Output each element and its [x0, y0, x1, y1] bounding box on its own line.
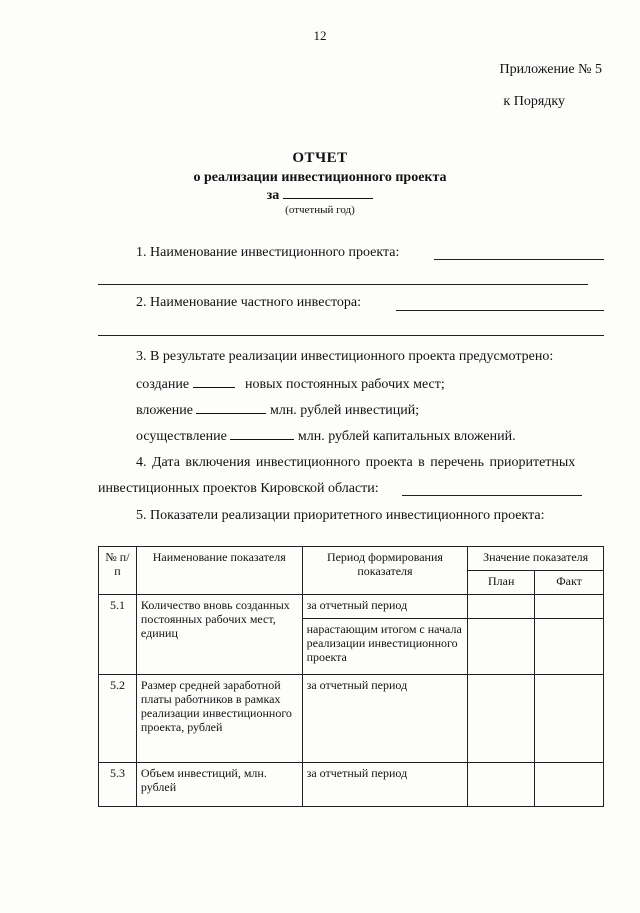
table-row — [99, 595, 604, 619]
fact-cell[interactable] — [535, 675, 604, 763]
header-plan: План — [468, 571, 535, 595]
investment-blank[interactable] — [196, 402, 266, 414]
row-num: 5.2 — [99, 675, 137, 763]
item-3-label: 3. В результате реализации инвестиционного проекта предусмотрено: — [136, 349, 554, 364]
item-3b — [136, 402, 419, 419]
item-4-line1: 4. Дата включения инвестиционного проекта в перечень приоритетных — [136, 455, 576, 470]
item-3a — [136, 376, 445, 393]
fact-cell[interactable] — [535, 595, 604, 619]
row-name: Размер средней заработной платы работников в рамках реализации инвестиционного проекта, рублей — [136, 675, 302, 763]
item-2-blank[interactable] — [396, 310, 604, 311]
row-period: за отчетный период — [302, 595, 468, 619]
item-4-blank[interactable] — [402, 495, 582, 496]
item-3b-post: млн. рублей инвестиций; — [269, 403, 420, 418]
plan-cell[interactable] — [468, 763, 535, 807]
item-3c-post: млн. рублей капитальных вложений. — [297, 429, 516, 444]
report-period — [0, 187, 640, 204]
appendix-reference: к Порядку — [503, 94, 565, 109]
report-subtitle: о реализации инвестиционного проекта — [193, 170, 447, 185]
header-period: Период формирования показателя — [302, 547, 468, 595]
item-3b-pre: вложение — [136, 403, 193, 418]
row-name: Количество вновь созданных постоянных рабочих мест, единиц — [136, 595, 302, 675]
period-blank[interactable] — [283, 187, 373, 199]
page-number: 12 — [313, 28, 327, 43]
report-title: ОТЧЕТ — [292, 150, 348, 166]
item-2-blank-line2[interactable] — [98, 335, 604, 336]
item-3a-post: новых постоянных рабочих мест; — [245, 377, 445, 392]
item-3a-pre: создание — [136, 377, 190, 392]
plan-cell[interactable] — [468, 595, 535, 619]
header-num: № п/п — [99, 547, 137, 595]
table-row — [99, 675, 604, 763]
fact-cell[interactable] — [535, 763, 604, 807]
row-name: Объем инвестиций, млн. рублей — [136, 763, 302, 807]
table-row — [99, 763, 604, 807]
item-3c — [136, 428, 516, 445]
header-value: Значение показателя — [468, 547, 604, 571]
item-2-label: 2. Наименование частного инвестора: — [136, 295, 362, 310]
plan-cell[interactable] — [468, 619, 535, 675]
item-1-blank[interactable] — [434, 259, 604, 260]
appendix-number: Приложение № 5 — [499, 62, 602, 77]
row-period: за отчетный период — [302, 763, 468, 807]
item-4-line2: инвестиционных проектов Кировской области: — [98, 481, 379, 496]
capital-blank[interactable] — [230, 428, 294, 440]
fact-cell[interactable] — [535, 619, 604, 675]
item-5-label: 5. Показатели реализации приоритетного инвестиционного проекта: — [136, 508, 545, 523]
item-3c-pre: осуществление — [136, 429, 227, 444]
item-1-label: 1. Наименование инвестиционного проекта: — [136, 245, 400, 260]
row-num: 5.3 — [99, 763, 137, 807]
period-prefix: за — [266, 188, 280, 203]
period-caption: (отчетный год) — [285, 204, 355, 216]
item-1-blank-line2[interactable] — [98, 284, 588, 285]
row-period: за отчетный период — [302, 675, 468, 763]
header-fact: Факт — [535, 571, 604, 595]
row-num: 5.1 — [99, 595, 137, 675]
header-name: Наименование показателя — [136, 547, 302, 595]
jobs-blank[interactable] — [193, 376, 235, 388]
indicators-table — [98, 546, 604, 807]
plan-cell[interactable] — [468, 675, 535, 763]
row-period: нарастающим итогом с начала реализации инвестиционного проекта — [302, 619, 468, 675]
